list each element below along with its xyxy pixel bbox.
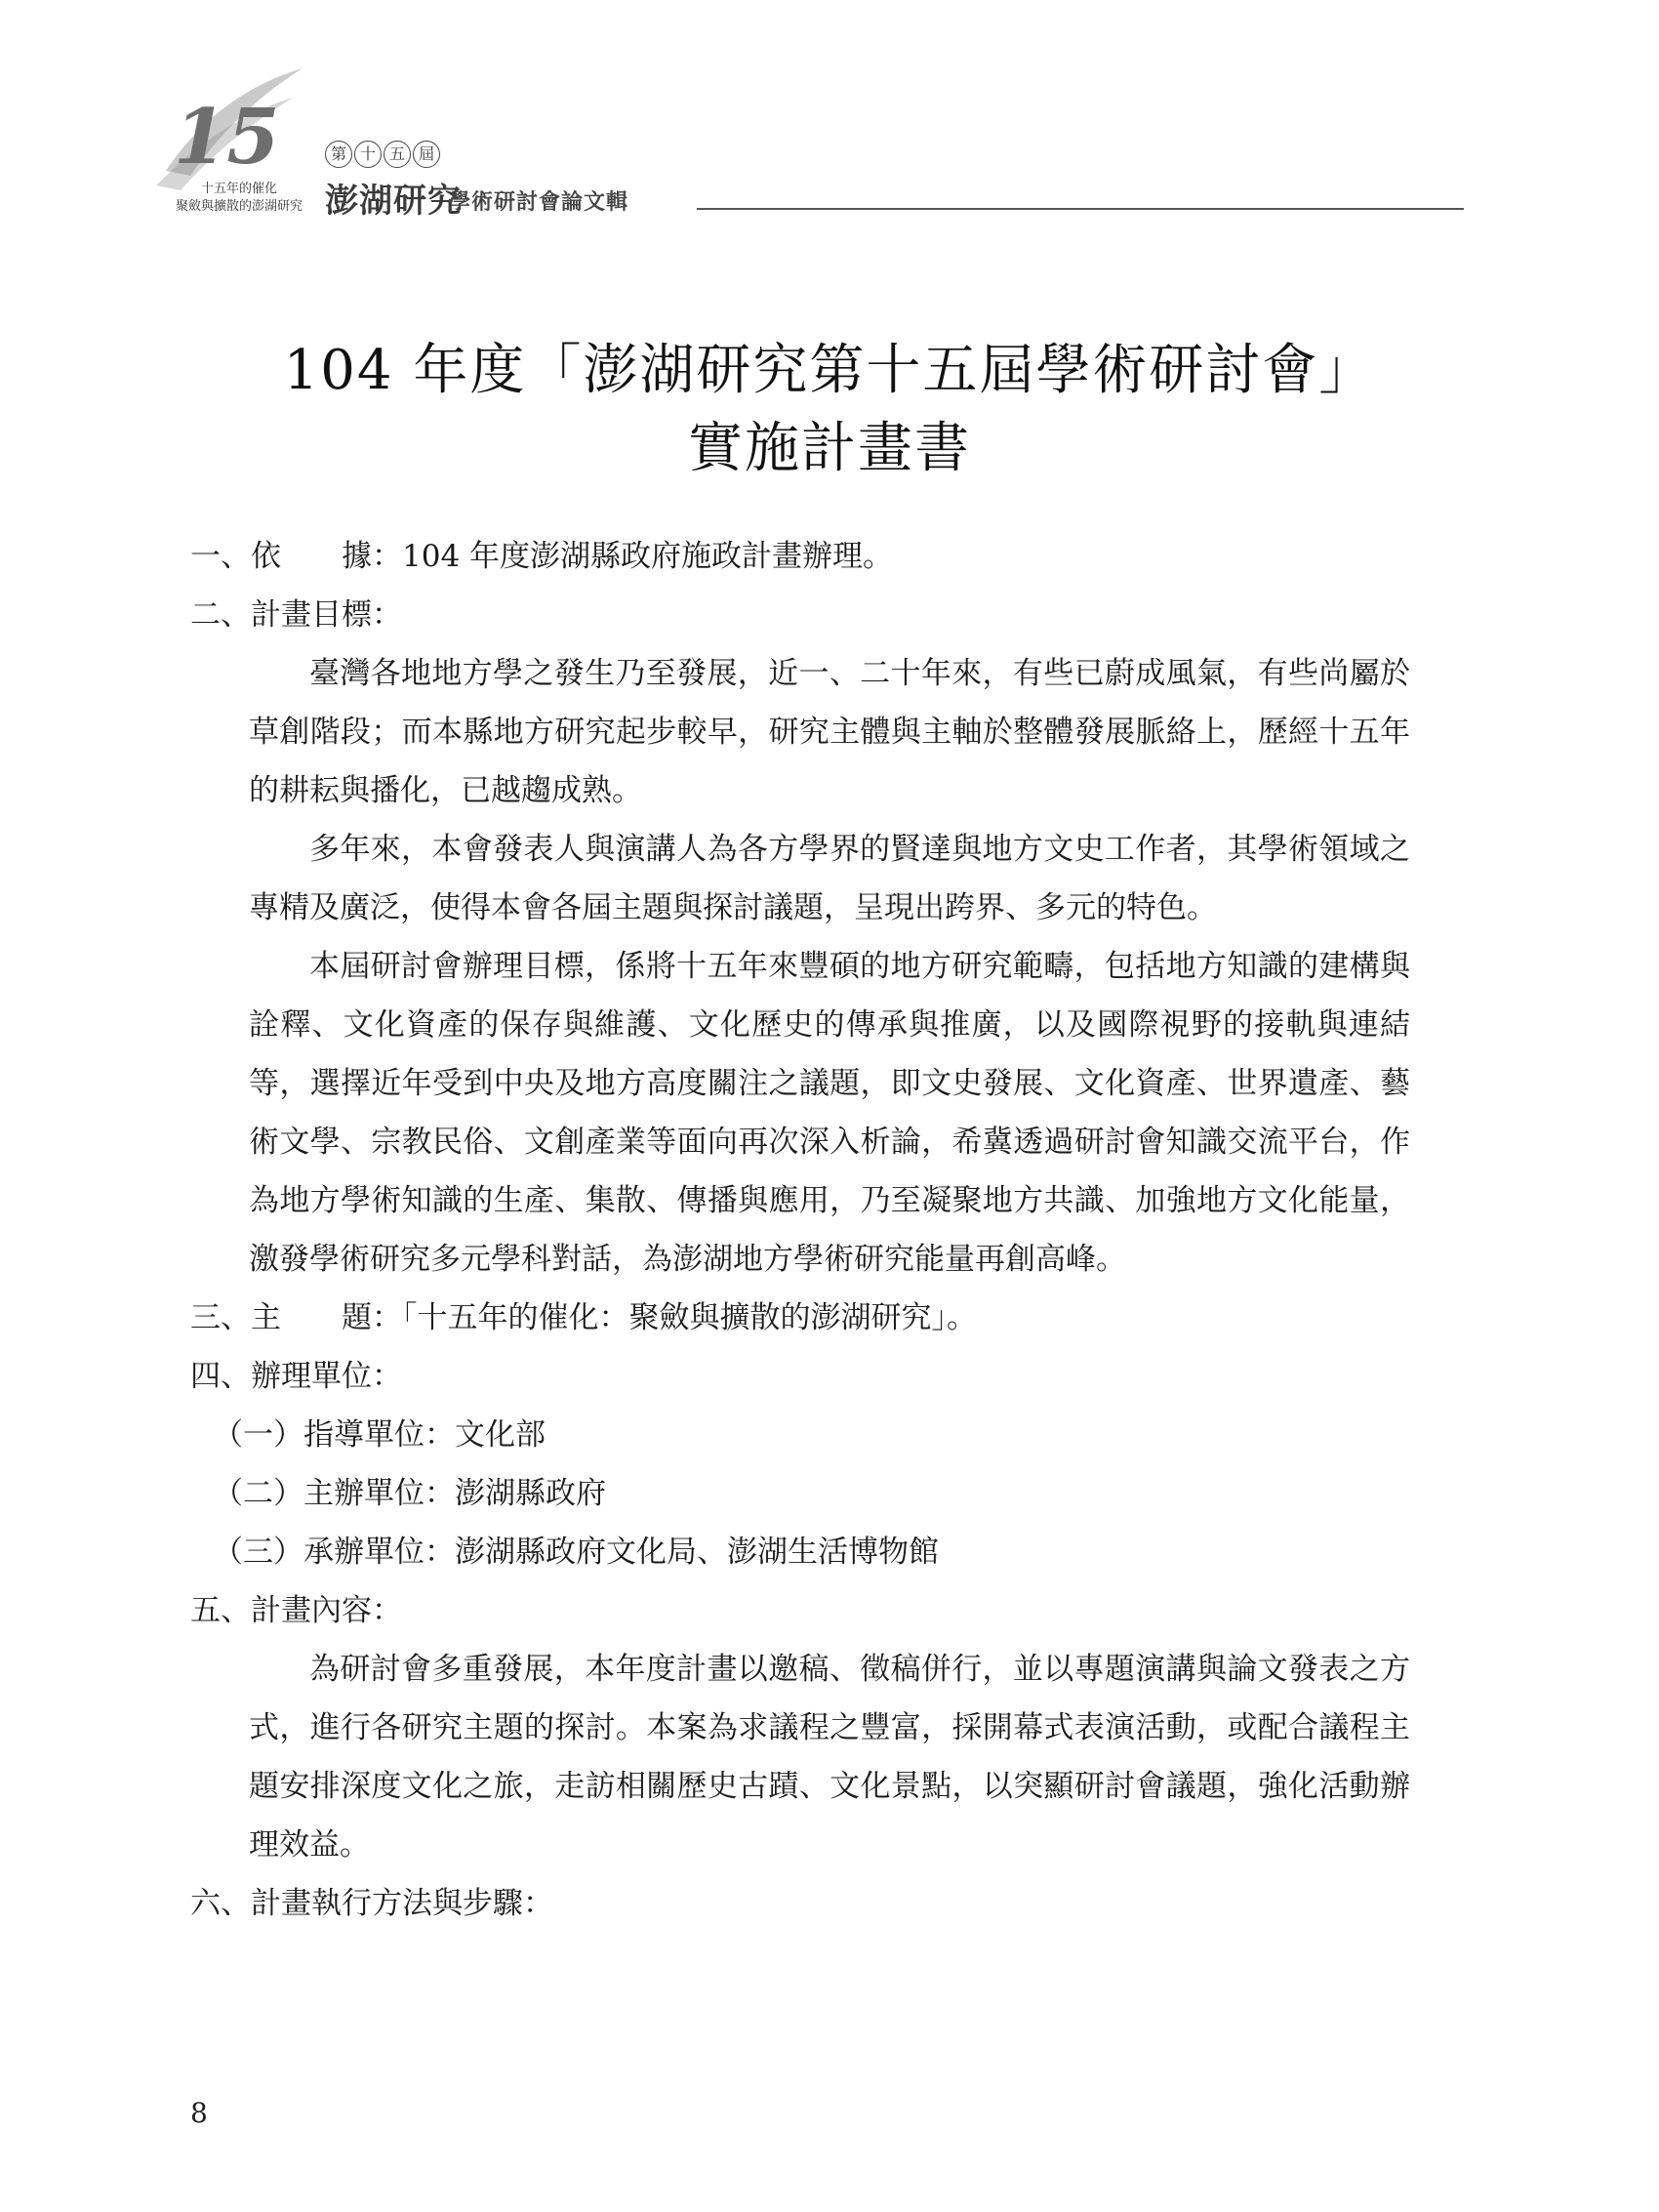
paragraph: 多年來，本會發表人與演講人為各方學界的賢達與地方文史工作者，其學術領域之專精及廣泛，使得本會各屆主題與探討議題，呈現出跨界、多元的特色。 <box>249 832 1410 925</box>
document-title <box>146 332 1513 488</box>
section-basis: 一、依 據：104 年度澎湖縣政府施政計畫辦理。 <box>190 539 894 574</box>
edition-char: 第 <box>325 141 352 168</box>
svg-text:15: 15 <box>174 93 280 182</box>
edition-char: 十 <box>354 141 382 168</box>
section-goals-heading: 二、計畫目標： <box>190 597 402 633</box>
header-divider <box>697 208 1464 210</box>
series-subtitle: 學術研討會論文輯 <box>449 189 629 215</box>
page-number: 8 <box>190 2097 208 2129</box>
goals-paragraphs <box>249 644 1410 1289</box>
organizer-item: （一）指導單位：文化部 <box>213 1417 546 1453</box>
organizer-item: （三）承辦單位：澎湖縣政府文化局、澎湖生活博物館 <box>213 1535 939 1570</box>
section-theme: 三、主 題：「十五年的催化：聚斂與擴散的澎湖研究」。 <box>190 1300 977 1335</box>
section-organizers-heading: 四、辦理單位： <box>190 1359 402 1394</box>
organizer-item: （二）主辦單位：澎湖縣政府 <box>213 1476 606 1511</box>
series-title: 澎湖研究 <box>325 182 462 221</box>
edition-char: 屆 <box>413 141 440 168</box>
paragraph: 臺灣各地地方學之發生乃至發展，近一、二十年來，有些已蔚成風氣，有些尚屬於草創階段；而本縣地方研究起步較早，研究主體與主軸於整體發展脈絡上，歷經十五年的耕耘與播化，已越趨成熟。 <box>249 656 1410 808</box>
logo-caption-1: 十五年的催化 <box>200 182 277 196</box>
content-paragraphs <box>249 1640 1410 1874</box>
section-content-heading: 五、計畫內容： <box>190 1593 402 1628</box>
section-methods-heading: 六、計畫執行方法與步驟： <box>190 1886 553 1921</box>
edition-badge <box>325 141 440 168</box>
document-body <box>190 527 1410 1933</box>
paragraph: 為研討會多重發展，本年度計畫以邀稿、徵稿併行，並以專題演講與論文發表之方式，進行各研究主題的探討。本案為求議程之豐富，採開幕式表演活動，或配合議程主題安排深度文化之旅，走訪相關歷史古蹟、文化景點，以突顯研討會議題，強化活動辦理效益。 <box>249 1652 1410 1863</box>
page-header <box>0 0 1659 234</box>
paragraph: 本屆研討會辦理目標，係將十五年來豐碩的地方研究範疇，包括地方知識的建構與詮釋、文化資產的保存與維護、文化歷史的傳承與推廣，以及國際視野的接軌與連結等，選擇近年受到中央及地方高度關注之議題，即文史發展、文化資產、世界遺產、藝術文學、宗教民俗、文創產業等面向再次深入析論，希冀透過研討會知識交流平台，作為地方學術知識的生產、集散、傳播與應用，乃至凝聚地方共識、加強地方文化能量，激發學術研究多元學科對話，為澎湖地方學術研究能量再創高峰。 <box>249 949 1410 1277</box>
title-line-1: 104 年度「澎湖研究第十五屆學術研討會」 <box>283 339 1376 402</box>
logo-caption-2: 聚斂與擴散的澎湖研究 <box>175 199 303 214</box>
edition-char: 五 <box>384 141 411 168</box>
title-line-2: 實施計畫書 <box>688 417 971 480</box>
